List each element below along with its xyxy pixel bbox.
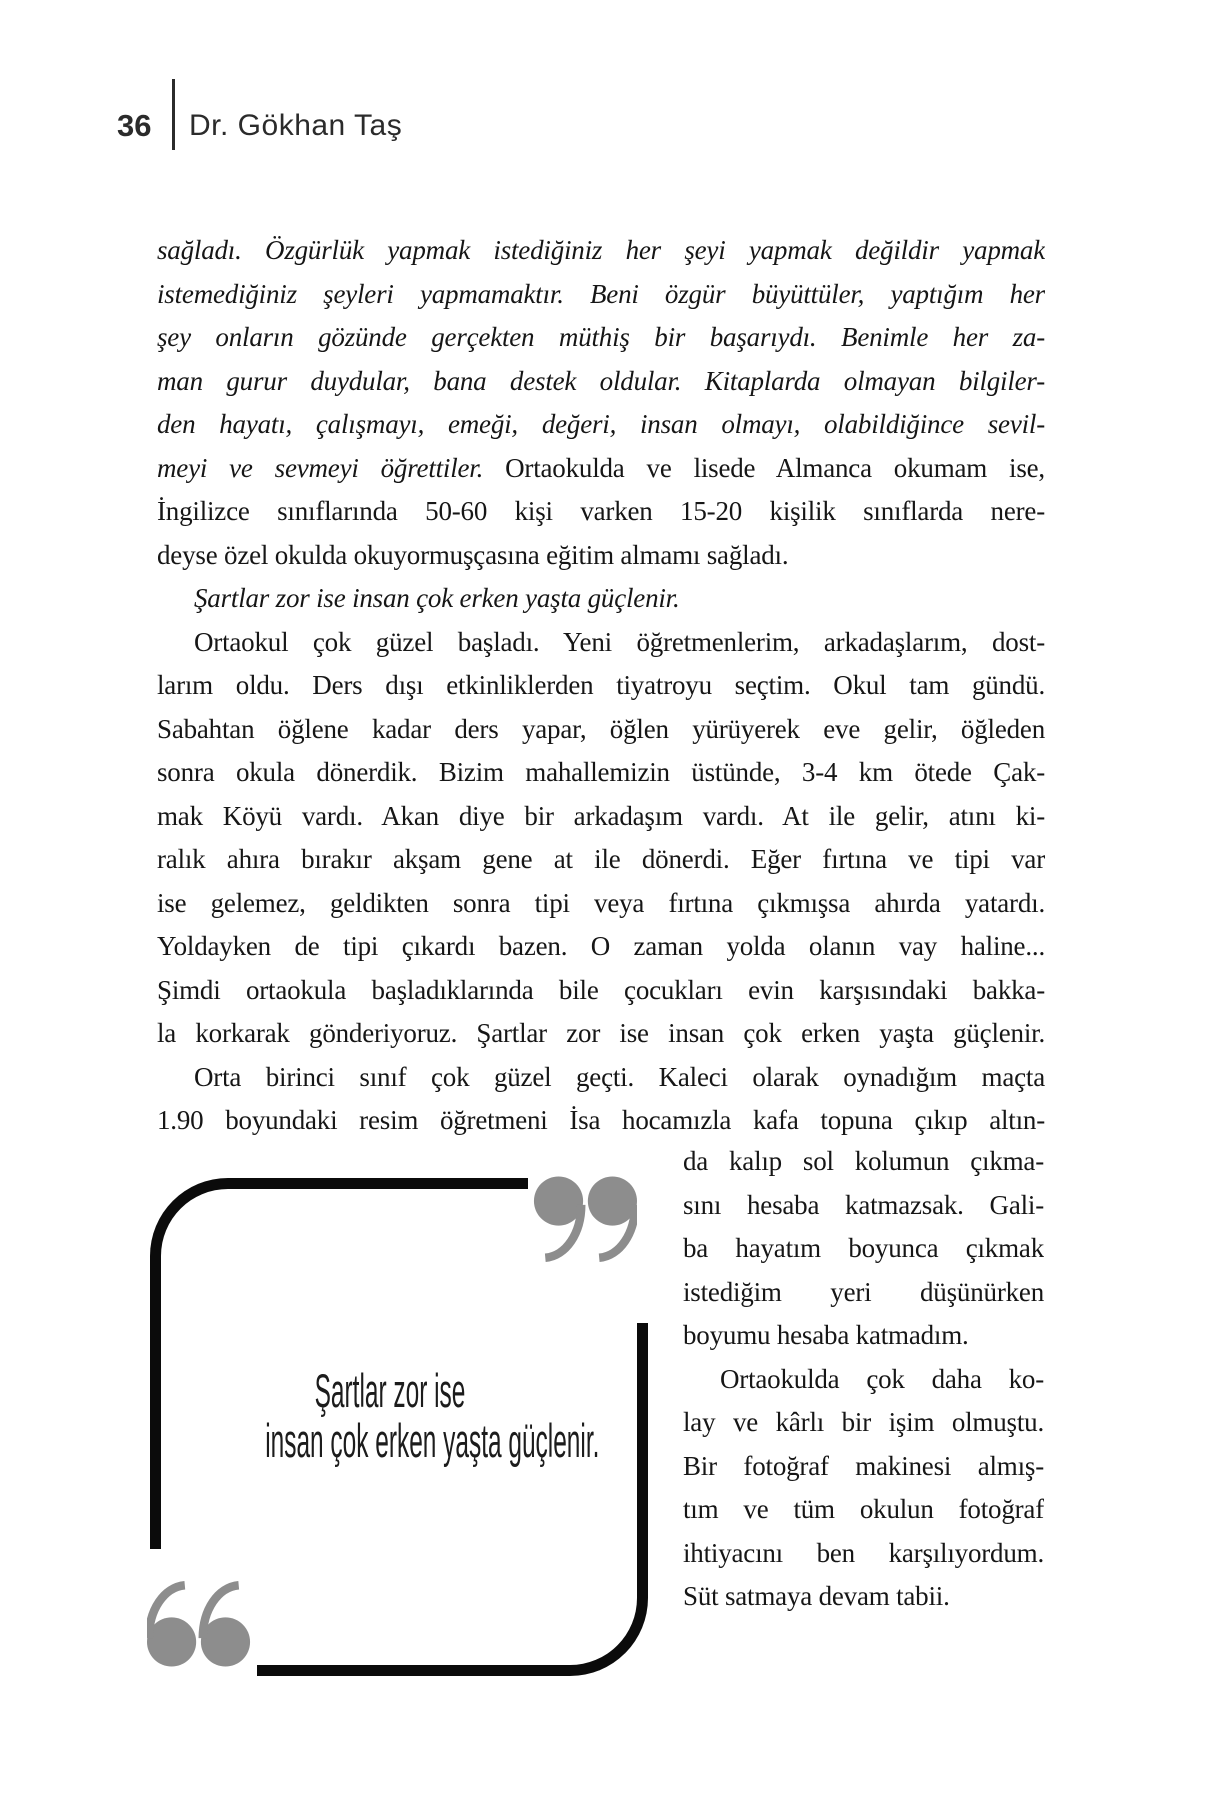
text-segment: sonra okula dönerdik. Bizim mahallemizin üstünde, 3-4 km ötede Çak- <box>157 757 1045 787</box>
italic-text-segment: den hayatı, çalışmayı, emeği, değeri, insan olmayı, olabildiğince sevil- <box>157 409 1045 439</box>
text-line <box>157 708 1045 752</box>
pullquote-line-1: Şartlar zor ise <box>314 1364 466 1417</box>
text-segment: ise gelemez, geldikten sonra tipi veya fırtına çıkmışsa ahırda yatardı. <box>157 887 1045 918</box>
text-segment: Yoldayken de tipi çıkardı bazen. O zaman yolda olanın vay haline... <box>157 931 1045 961</box>
text-segment: Sabahtan öğlene kadar ders yapar, öğlen yürüyerek eve gelir, öğleden <box>157 713 1045 744</box>
italic-text-segment: meyi ve sevmeyi öğrettiler. <box>157 452 484 483</box>
text-line <box>683 1488 1044 1532</box>
text-line <box>157 229 1045 273</box>
text-line <box>157 1056 1045 1100</box>
text-segment: ralık ahıra bırakır akşam gene at ile dönerdi. Eğer fırtına ve tipi var <box>157 844 1045 874</box>
author-name: Dr. Gökhan Taş <box>189 109 403 142</box>
text-segment: Ortaokulda ve lisede Almanca okumam ise, <box>483 452 1045 483</box>
text-line <box>157 664 1045 708</box>
text-line <box>157 577 1045 621</box>
text-segment: ihtiyacını ben karşılıyordum. <box>683 1537 1044 1568</box>
text-segment: Şimdi ortaokula başladıklarında bile çocukları evin karşısındaki bakka- <box>157 974 1045 1005</box>
text-segment: lay ve kârlı bir işim olmuştu. <box>683 1407 1044 1437</box>
text-segment: la korkarak gönderiyoruz. Şartlar zor ise insan çok erken yaşta güçlenir. <box>157 1018 1045 1048</box>
italic-text-segment: istemediğiniz şeyleri yapmamaktır. Beni özgür büyüttüler, yaptığım her <box>157 278 1045 309</box>
text-line <box>683 1271 1044 1315</box>
text-line <box>157 316 1045 360</box>
pullquote-line-2: insan çok erken yaşta güçlenir. <box>265 1414 600 1467</box>
text-line <box>683 1445 1044 1489</box>
text-line <box>683 1227 1044 1271</box>
wrapped-column-text <box>683 1140 1044 1619</box>
text-segment: deyse özel okulda okuyormuşçasına eğitim almamı sağladı. <box>157 539 789 570</box>
text-line <box>157 1012 1045 1056</box>
text-segment: İngilizce sınıflarında 50-60 kişi varken 15-20 kişilik sınıflarda nere- <box>157 496 1045 526</box>
text-line <box>157 534 1045 578</box>
text-line <box>157 1099 1045 1143</box>
text-line <box>157 838 1045 882</box>
text-line <box>683 1358 1044 1402</box>
text-line <box>157 490 1045 534</box>
text-segment: larım oldu. Ders dışı etkinliklerden tiyatroyu seçtim. Okul tam gündü. <box>157 670 1045 700</box>
text-line <box>683 1575 1044 1619</box>
text-line <box>683 1401 1044 1445</box>
opening-quote-icon <box>147 1579 251 1669</box>
body-text <box>157 229 1045 1143</box>
text-line <box>157 751 1045 795</box>
text-line <box>157 447 1045 491</box>
text-segment: Ortaokulda çok daha ko- <box>720 1363 1044 1394</box>
text-line <box>157 925 1045 969</box>
closing-quote-icon <box>533 1174 637 1264</box>
italic-text-segment: sağladı. Özgürlük yapmak istediğiniz her şeyi yapmak değildir yapmak <box>157 235 1045 265</box>
text-segment: 1.90 boyundaki resim öğretmeni İsa hocamızla kafa topuna çıkıp altın- <box>157 1105 1045 1135</box>
text-line <box>683 1184 1044 1228</box>
pullquote-text <box>265 1364 600 1467</box>
text-segment: Orta birinci sınıf çok güzel geçti. Kaleci olarak oynadığım maçta <box>194 1061 1045 1092</box>
text-segment: Süt satmaya devam tabii. <box>683 1581 950 1611</box>
text-segment: boyumu hesaba katmadım. <box>683 1320 969 1350</box>
text-segment: ba hayatım boyunca çıkmak <box>683 1233 1044 1263</box>
text-segment: sını hesaba katmazsak. Gali- <box>683 1189 1044 1220</box>
text-segment: Bir fotoğraf makinesi almış- <box>683 1450 1044 1481</box>
italic-text-segment: man gurur duydular, bana destek oldular. Kitaplarda olmayan bilgiler- <box>157 365 1045 396</box>
text-segment: da kalıp sol kolumun çıkma- <box>683 1146 1044 1176</box>
text-line <box>157 273 1045 317</box>
text-line <box>157 882 1045 926</box>
italic-text-segment: Şartlar zor ise insan çok erken yaşta güçlenir. <box>194 583 680 613</box>
header-divider <box>172 79 175 150</box>
text-line <box>683 1314 1044 1358</box>
text-line <box>157 621 1045 665</box>
text-segment: tım ve tüm okulun fotoğraf <box>683 1494 1044 1524</box>
page-number: 36 <box>117 108 152 143</box>
text-line <box>157 969 1045 1013</box>
text-segment: istediğim yeri düşünürken <box>683 1276 1044 1307</box>
italic-text-segment: şey onların gözünde gerçekten müthiş bir başarıydı. Benimle her za- <box>157 322 1045 352</box>
text-line <box>683 1532 1044 1576</box>
text-line <box>157 403 1045 447</box>
text-line <box>157 795 1045 839</box>
text-segment: mak Köyü vardı. Akan diye bir arkadaşım vardı. At ile gelir, atını ki- <box>157 800 1045 831</box>
text-line <box>683 1140 1044 1184</box>
text-line <box>157 360 1045 404</box>
text-segment: Ortaokul çok güzel başladı. Yeni öğretmenlerim, arkadaşlarım, dost- <box>194 626 1045 657</box>
